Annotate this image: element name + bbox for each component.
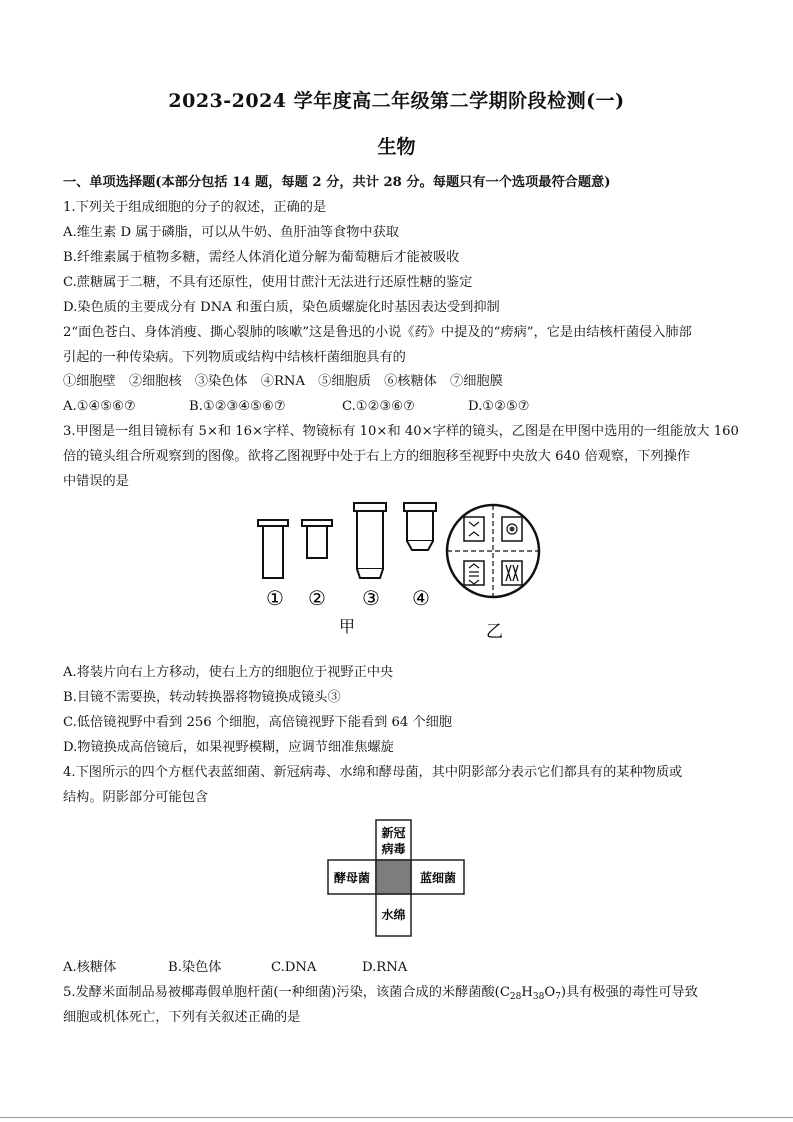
- q2-option-c: C.①②③⑥⑦: [342, 399, 415, 414]
- q4-option-b: B.染色体: [168, 960, 222, 975]
- q1-stem: 1.下列关于组成细胞的分子的叙述，正确的是: [63, 200, 327, 215]
- figure-jia-lenses: [250, 498, 450, 638]
- cell-top-left: [464, 517, 484, 541]
- q5-stem-line2: 细胞或机体死亡，下列有关叙述正确的是: [63, 1010, 301, 1025]
- lens-label-4: ④: [412, 586, 430, 610]
- q2-option-d: D.①②⑤⑦: [468, 399, 530, 414]
- q3-stem-line2: 倍的镜头组合所观察到的图像。欲将乙图视野中处于右上方的细胞移至视野中央放大 640 倍观察，下列操作: [63, 449, 690, 464]
- q2-option-b: B.①②③④⑤⑥⑦: [189, 399, 286, 414]
- label-yeast: 酵母菌: [333, 871, 371, 885]
- field-of-view-circle: [447, 505, 539, 597]
- lens-label-3: ③: [362, 586, 380, 610]
- q2-stem-line2: 引起的一种传染病。下列物质或结构中结核杆菌细胞具有的: [63, 350, 406, 365]
- cell-top-right: [502, 517, 522, 541]
- formula-sub-o: 7: [555, 992, 561, 1002]
- lens-3: [354, 503, 386, 578]
- lens-2: [302, 520, 332, 558]
- formula-sub-h: 38: [532, 992, 545, 1002]
- label-virus-line2: 病毒: [381, 842, 406, 856]
- q1-option-d: D.染色质的主要成分有 DNA 和蛋白质，染色质螺旋化时基因表达受到抑制: [63, 300, 500, 315]
- figure-q4-boxes: [326, 818, 468, 940]
- label-virus-line1: 新冠: [381, 826, 406, 840]
- cell-bottom-right: [502, 561, 522, 585]
- q3-option-d: D.物镜换成高倍镜后，如果视野模糊，应调节细准焦螺旋: [63, 740, 394, 755]
- q1-option-a: A.维生素 D 属于磷脂，可以从牛奶、鱼肝油等食物中获取: [63, 225, 399, 240]
- fig-label-jia: 甲: [339, 617, 356, 636]
- q5-stem-pre: 5.发酵米面制品易被椰毒假单胞杆菌(一种细菌)污染，该菌合成的米酵菌酸(C: [63, 985, 510, 1000]
- label-spirogyra: 水绵: [381, 908, 406, 922]
- lens-label-1: ①: [266, 586, 284, 610]
- q4-option-a: A.核糖体: [63, 960, 117, 975]
- q3-stem-line3: 中错误的是: [63, 474, 129, 489]
- q2-options: [63, 399, 530, 415]
- section-heading: 一、单项选择题(本部分包括 14 题，每题 2 分，共计 28 分。每题只有一个选项最符合题意): [63, 175, 611, 190]
- q2-stem-line1: 2“面色苍白、身体消瘦、撕心裂肺的咳嗽”这是鲁迅的小说《药》中提及的“痨病”，它是由结核杆菌侵入肺部: [63, 325, 692, 340]
- q4-option-d: D.RNA: [362, 960, 408, 975]
- q3-stem-line1: 3.甲图是一组目镜标有 5×和 16×字样、物镜标有 10×和 40×字样的镜头，乙图是在甲图中选用的一组能放大 160: [63, 424, 739, 439]
- q5-stem-post: )具有极强的毒性可导致: [560, 985, 698, 1000]
- page-bottom-rule: [0, 1117, 793, 1118]
- q3-option-a: A.将装片向右上方移动，使右上方的细胞位于视野正中央: [63, 665, 394, 680]
- q5-stem-line1: [63, 985, 698, 1005]
- q1-option-c: C.蔗糖属于二糖，不具有还原性，使用甘蔗汁无法进行还原性糖的鉴定: [63, 275, 473, 290]
- q4-option-c: C.DNA: [271, 960, 317, 975]
- subject-title: 生物: [377, 136, 416, 158]
- formula-sub-c: 28: [509, 992, 522, 1002]
- cell-bottom-left: [464, 561, 484, 585]
- q4-options: [63, 960, 407, 976]
- figure-yi-field: [440, 498, 550, 643]
- page-title: 2023-2024 学年度高二年级第二学期阶段检测(一): [168, 90, 625, 112]
- q3-option-b: B.目镜不需要换，转动转换器将物镜换成镜头③: [63, 690, 341, 705]
- fig-label-yi: 乙: [486, 622, 503, 642]
- shaded-overlap: [376, 860, 411, 894]
- q1-option-b: B.纤维素属于植物多糖，需经人体消化道分解为葡萄糖后才能被吸收: [63, 250, 460, 265]
- formula-o: O: [544, 985, 556, 1000]
- q3-option-c: C.低倍镜视野中看到 256 个细胞，高倍镜视野下能看到 64 个细胞: [63, 715, 453, 730]
- q2-items: ①细胞壁 ②细胞核 ③染色体 ④RNA ⑤细胞质 ⑥核糖体 ⑦细胞膜: [63, 374, 503, 389]
- lens-label-2: ②: [308, 586, 326, 610]
- q2-option-a: A.①④⑤⑥⑦: [63, 399, 136, 414]
- label-cyanobacteria: 蓝细菌: [419, 871, 457, 885]
- lens-1: [258, 520, 288, 578]
- q4-stem-line1: 4.下图所示的四个方框代表蓝细菌、新冠病毒、水绵和酵母菌，其中阴影部分表示它们都具有的某种物质或: [63, 765, 683, 780]
- lens-4: [404, 503, 436, 550]
- q4-stem-line2: 结构。阴影部分可能包含: [63, 790, 209, 805]
- formula-h: H: [521, 985, 533, 1000]
